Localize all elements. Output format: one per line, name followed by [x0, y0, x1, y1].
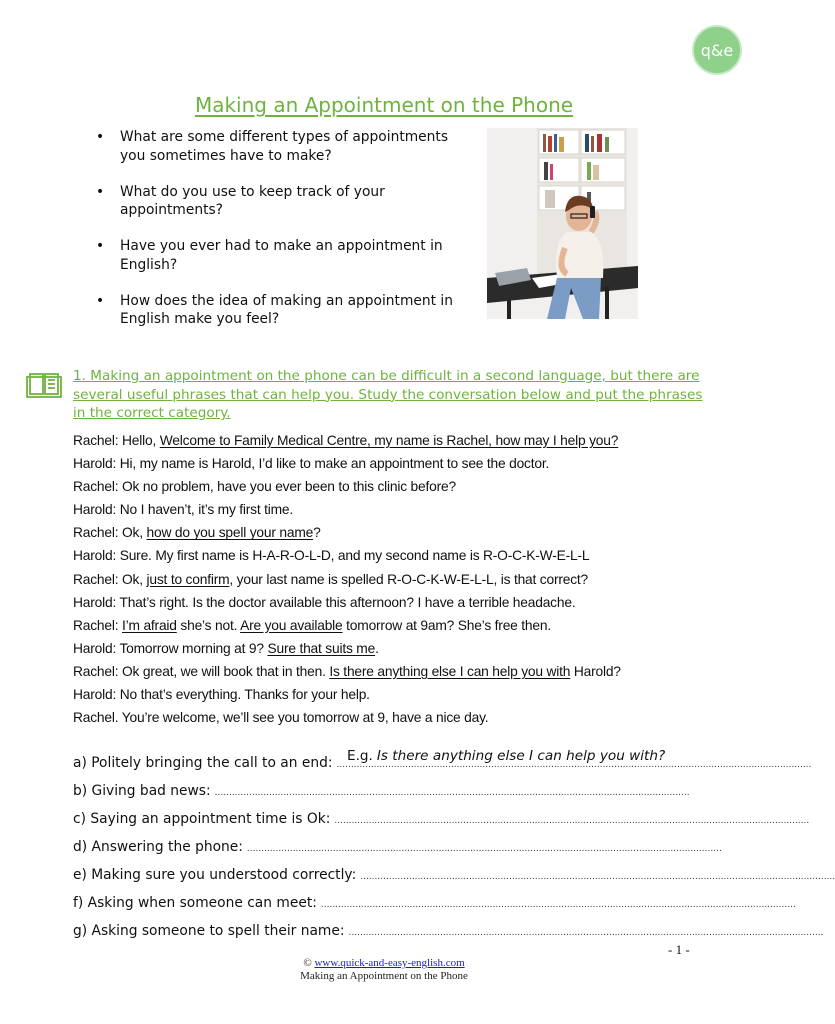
answer-item	[73, 890, 796, 918]
warmup-question	[92, 128, 462, 165]
dialogue-line	[73, 615, 713, 638]
dialogue-line	[73, 592, 713, 615]
useful-phrase: Is there anything else I can help you with	[329, 663, 571, 679]
dialogue-line	[73, 499, 713, 522]
answer-label: b) Giving bad news:	[73, 783, 211, 799]
page-number: - 1 -	[668, 942, 690, 957]
answer-item	[73, 806, 810, 834]
answer-label: d) Answering the phone:	[73, 839, 243, 855]
dialogue-text: .	[375, 640, 379, 656]
warmup-question-text: Have you ever had to make an appointment in English?	[120, 238, 443, 273]
bullet-icon: •	[96, 183, 105, 200]
answer-blank[interactable]: ......................................................................................................................................................................	[320, 900, 796, 910]
answer-item	[73, 862, 835, 890]
dialogue-text: Harold: Hi, my name is Harold, I’d like to make an appointment to see the doctor.	[73, 456, 550, 472]
answer-blank[interactable]: ......................................................................................................................................................................	[348, 928, 824, 938]
dialogue-text: Rachel: Ok great, we will book that in then.	[73, 663, 330, 679]
warmup-question-list	[92, 128, 462, 346]
bullet-icon: •	[96, 129, 105, 145]
dialogue-text: Rachel: Ok,	[73, 571, 147, 587]
copyright-symbol: ©	[303, 957, 312, 969]
answer-item	[73, 834, 722, 862]
example-text: Is there anything else I can help you with?	[376, 748, 666, 764]
answer-label: g) Asking someone to spell their name:	[73, 923, 345, 939]
useful-phrase: Sure that suits me	[267, 640, 376, 656]
woman-on-phone-photo	[487, 128, 638, 319]
website-link[interactable]: www.quick-and-easy-english.com	[314, 957, 465, 969]
dialogue-text: Rachel: Hello,	[73, 433, 160, 448]
dialogue-text: Harold: Sure. My first name is H-A-R-O-L-D, and my second name is R-O-C-K-W-E-L-L	[73, 548, 590, 564]
dialogue-text: Rachel: Ok,	[73, 525, 147, 541]
dialogue-line	[73, 522, 713, 545]
warmup-question	[92, 237, 462, 274]
answer-blank[interactable]: ......................................................................................................................................................................	[334, 816, 810, 826]
dialogue-text: Harold: That’s right. Is the doctor available this afternoon? I have a terrible headache.	[73, 594, 576, 610]
useful-phrase: I’m afraid	[122, 617, 177, 633]
example-answer	[347, 748, 665, 764]
exercise-instructions: 1. Making an appointment on the phone can be difficult in a second language, but there are several useful phrases that can help you. Study the conversation below and put the phrases in the correct category.	[73, 368, 703, 421]
answer-label: c) Saying an appointment time is Ok:	[73, 811, 331, 827]
open-book-icon	[26, 372, 62, 398]
dialogue-line	[73, 569, 713, 592]
dialogue-line	[73, 453, 713, 476]
useful-phrase: just to confirm	[146, 571, 230, 587]
answer-blank[interactable]: ......................................................................................................................................................................	[214, 788, 690, 798]
dialogue-text: Harold: No I haven’t, it’s my first time.	[73, 502, 294, 518]
example-prefix: E.g.	[347, 748, 373, 764]
bullet-icon: •	[96, 292, 105, 309]
footer-subtitle: Making an Appointment on the Phone	[300, 969, 468, 982]
answer-label: f) Asking when someone can meet:	[73, 895, 317, 911]
conversation	[73, 430, 713, 730]
warmup-question-text: What are some different types of appointments you sometimes have to make?	[120, 129, 449, 164]
answer-blank[interactable]: ......................................................................................................................................................................	[246, 844, 722, 854]
warmup-question-text: What do you use to keep track of your appointments?	[120, 183, 385, 218]
useful-phrase: Welcome to Family Medical Centre, my name is Rachel, how may I help you?	[159, 433, 619, 448]
dialogue-text: tomorrow at 9am? She’s free then.	[342, 617, 551, 633]
warmup-question	[92, 183, 462, 220]
dialogue-text: ?	[313, 525, 321, 541]
dialogue-text: , your last name is spelled R-O-C-K-W-E-L-L, is that correct?	[229, 571, 589, 587]
answer-blank[interactable]: ......................................................................................................................................................................	[360, 872, 835, 882]
dialogue-text: she’s not.	[176, 617, 241, 633]
answer-blank[interactable]: ......................................................................................................................................................................	[336, 760, 812, 770]
dialogue-line	[73, 707, 713, 730]
page-title: Making an Appointment on the Phone	[194, 93, 574, 117]
dialogue-line	[73, 545, 713, 568]
answer-item	[73, 778, 690, 806]
page-footer	[0, 957, 768, 982]
answer-label: a) Politely bringing the call to an end:	[73, 755, 333, 771]
brand-logo	[692, 25, 742, 75]
answer-label: e) Making sure you understood correctly:	[73, 867, 357, 883]
dialogue-line	[73, 476, 713, 499]
dialogue-text: Rachel: Ok no problem, have you ever been to this clinic before?	[73, 479, 456, 495]
dialogue-text: Harold: Tomorrow morning at 9?	[73, 640, 268, 656]
answer-list	[73, 750, 835, 946]
dialogue-line	[73, 684, 713, 707]
warmup-question-text: How does the idea of making an appointment in English make you feel?	[120, 292, 454, 327]
warmup-question	[92, 292, 462, 329]
useful-phrase: Are you available	[240, 617, 343, 633]
brand-logo-text: q&e	[700, 40, 734, 60]
dialogue-line	[73, 430, 713, 453]
answer-item	[73, 918, 824, 946]
dialogue-text: Rachel:	[73, 617, 123, 633]
useful-phrase: how do you spell your name	[146, 525, 314, 541]
dialogue-text: Rachel. You’re welcome, we’ll see you tomorrow at 9, have a nice day.	[73, 710, 489, 726]
dialogue-text: Harold?	[570, 663, 621, 679]
dialogue-line	[73, 661, 713, 684]
bullet-icon: •	[96, 238, 105, 254]
dialogue-text: Harold: No that’s everything. Thanks for your help.	[73, 687, 370, 703]
dialogue-line	[73, 638, 713, 661]
